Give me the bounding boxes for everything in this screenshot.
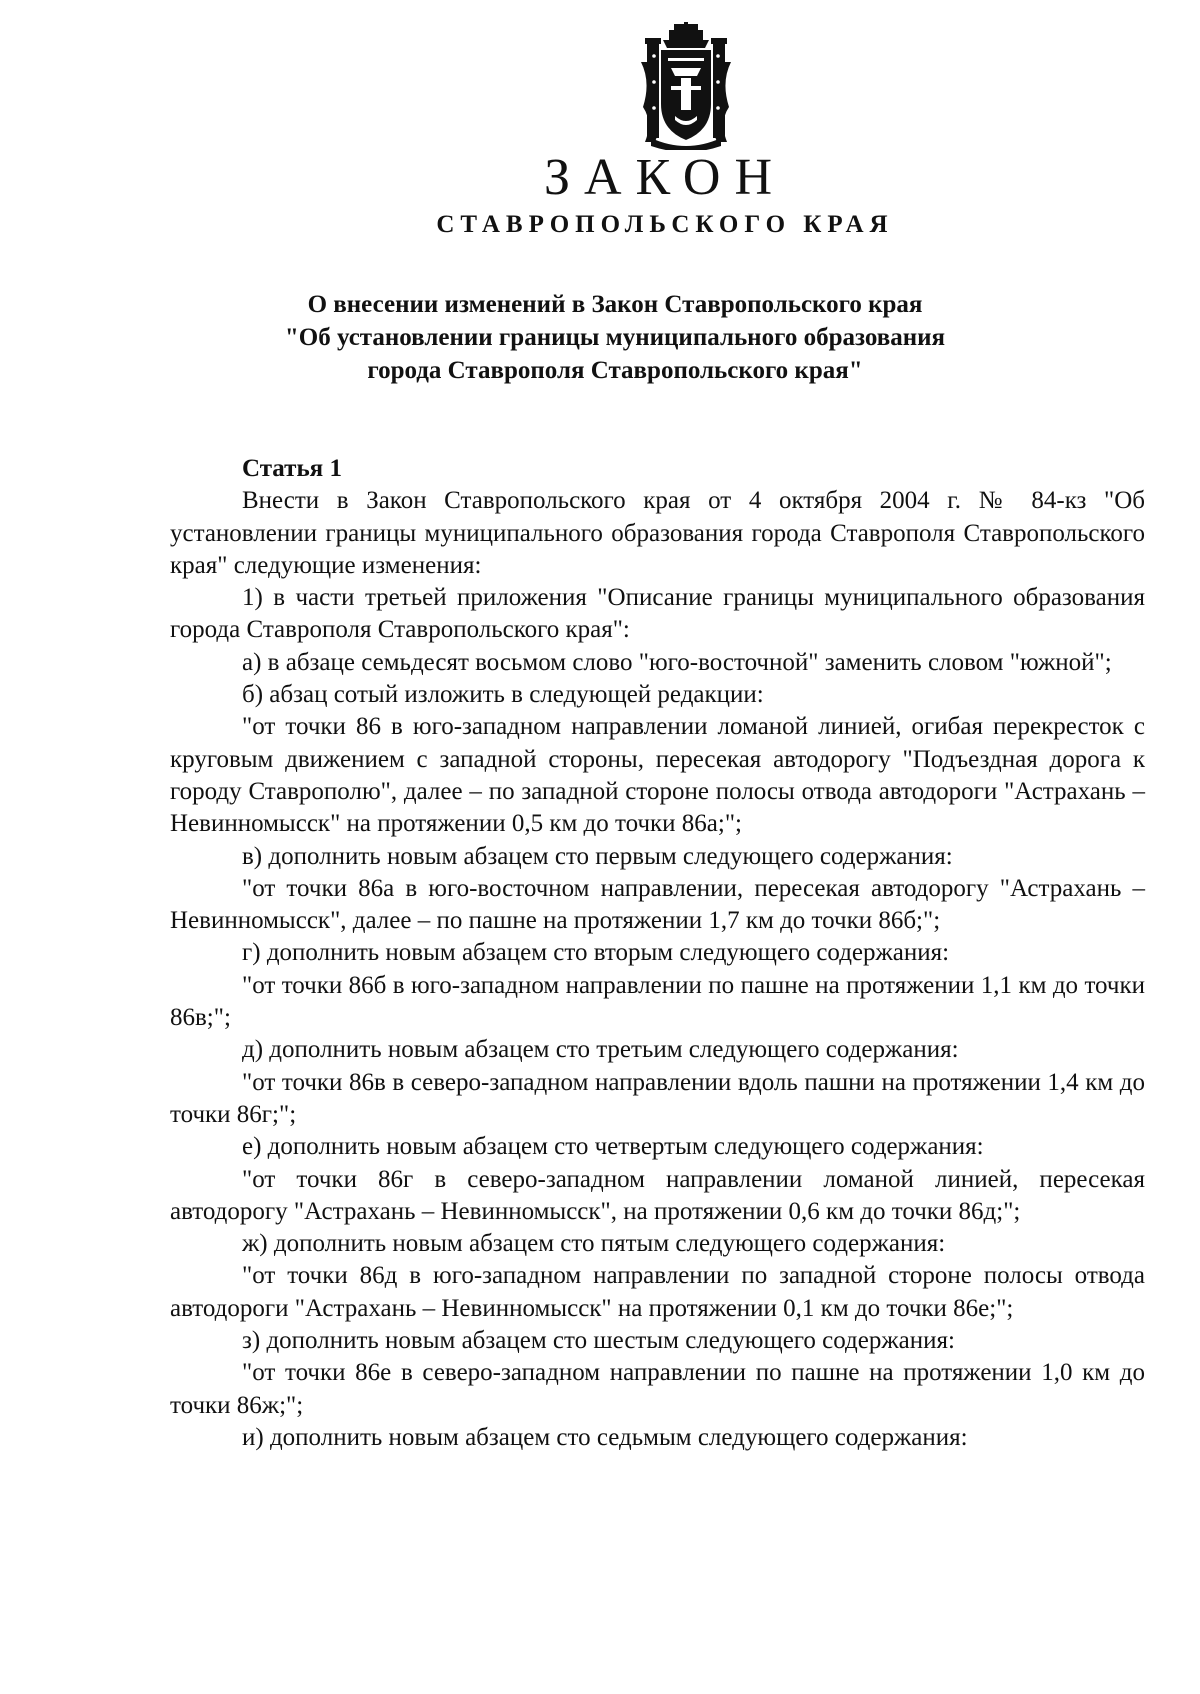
document-title <box>0 288 1200 387</box>
body-paragraph: г) дополнить новым абзацем сто вторым следующего содержания: <box>242 939 950 967</box>
body-paragraph: е) дополнить новым абзацем сто четвертым следующего содержания: <box>242 1133 984 1161</box>
body-paragraph: "от точки 86г в северо-западном направлении ломаной линией, пересекая автодорогу "Астрахань – Невинномысск", на протяжении 0,6 км до точки 86д;"; <box>170 1165 1145 1225</box>
body-paragraph: "от точки 86 в юго-западном направлении ломаной линией, огибая перекресток с круговым движением с западной стороны, пересекая автодорогу "Подъездная дорога к городу Ставрополю", далее – по западной стороне полосы отвода автодороги "Астрахань – Невинномысск" на протяжении 0,5 км до точки 86а;"; <box>170 713 1145 838</box>
document-type-heading: ЗАКОН <box>543 149 787 206</box>
body-paragraph: "от точки 86б в юго-западном направлении по пашне на протяжении 1,1 км до точки 86в;"; <box>170 971 1145 1032</box>
document-body <box>170 453 1145 1454</box>
article-heading: Статья 1 <box>242 455 342 482</box>
title-line: О внесении изменений в Закон Ставропольского края <box>307 291 923 318</box>
body-paragraph: д) дополнить новым абзацем сто третьим следующего содержания: <box>242 1036 959 1064</box>
body-paragraph: б) абзац сотый изложить в следующей редакции: <box>242 681 764 709</box>
coat-of-arms-emblem <box>641 22 731 150</box>
body-paragraph: "от точки 86а в юго-восточном направлении, пересекая автодорогу "Астрахань – Невинномысск", далее – по пашне на протяжении 1,7 км до точки 86б;"; <box>170 874 1145 935</box>
body-paragraph: "от точки 86е в северо-западном направлении по пашне на протяжении 1,0 км до точки 86ж;"; <box>170 1359 1145 1419</box>
body-paragraph: и) дополнить новым абзацем сто седьмым следующего содержания: <box>242 1423 968 1451</box>
body-paragraph: 1) в части третьей приложения "Описание границы муниципального образования города Ставрополя Ставропольского края": <box>170 584 1145 644</box>
body-paragraph: "от точки 86д в юго-западном направлении по западной стороне полосы отвода автодороги "Астрахань – Невинномысск" на протяжении 0,1 км до точки 86е;"; <box>170 1262 1145 1322</box>
body-paragraph: Внести в Закон Ставропольского края от 4 октября 2004 г. № 84-кз "Об установлении границы муниципального образования города Ставрополя Ставропольского края" следующие изменения: <box>170 487 1145 579</box>
body-paragraph: а) в абзаце семьдесят восьмом слово "юго-восточной" заменить словом "южной"; <box>242 648 1112 676</box>
body-paragraph: ж) дополнить новым абзацем сто пятым следующего содержания: <box>242 1230 946 1258</box>
body-paragraph: "от точки 86в в северо-западном направлении вдоль пашни на протяжении 1,4 км до точки 86г;"; <box>170 1068 1145 1128</box>
title-line: города Ставрополя Ставропольского края" <box>367 357 863 384</box>
body-paragraph: в) дополнить новым абзацем сто первым следующего содержания: <box>242 842 953 870</box>
body-paragraph: з) дополнить новым абзацем сто шестым следующего содержания: <box>242 1327 955 1355</box>
title-line: "Об установлении границы муниципального образования <box>284 324 946 351</box>
issuing-region-heading: СТАВРОПОЛЬСКОГО КРАЯ <box>436 211 894 238</box>
